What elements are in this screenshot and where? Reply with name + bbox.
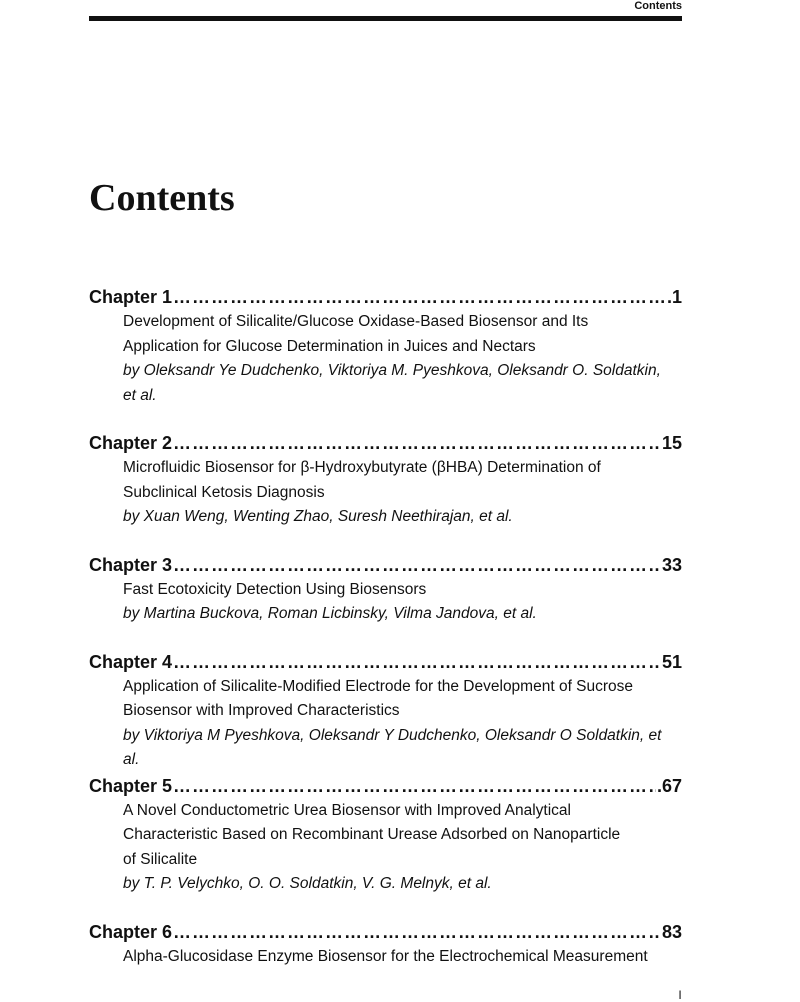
chapter-label: Chapter 5 — [89, 775, 173, 796]
chapter-label: Chapter 4 — [89, 651, 173, 672]
page-number: 33 — [661, 554, 682, 575]
toc-entry-chapter-6[interactable] — [89, 919, 682, 970]
chapter-title-line: Alpha-Glucosidase Enzyme Biosensor for the Electrochemical Measurement — [123, 947, 648, 965]
top-rule — [89, 16, 682, 21]
chapter-authors: by Martina Buckova, Roman Licbinsky, Vilma Jandova, et al. — [123, 605, 537, 622]
dot-leader — [173, 430, 661, 456]
dot-leader — [173, 919, 661, 945]
chapter-authors: et al. — [123, 386, 157, 404]
chapter-title-line: Development of Silicalite/Glucose Oxidase-Based Biosensor and Its — [123, 313, 589, 330]
chapter-heading[interactable] — [89, 773, 682, 799]
chapter-heading[interactable] — [89, 649, 682, 675]
chapter-title-line: Application of Silicalite-Modified Electrode for the Development of Sucrose — [123, 677, 634, 695]
page-number: 83 — [661, 921, 682, 942]
chapter-title-line: Microfluidic Biosensor for β-Hydroxybutyrate (βHBA) Determination of — [123, 459, 601, 476]
chapter-label: Chapter 6 — [89, 921, 173, 942]
dot-leader — [173, 552, 661, 578]
chapter-title-line: Characteristic Based on Recombinant Urease Adsorbed on Nanoparticle — [123, 826, 621, 843]
toc-entry-chapter-2[interactable] — [89, 430, 682, 530]
toc-entry-chapter-4[interactable] — [89, 649, 682, 773]
chapter-heading[interactable] — [89, 284, 682, 310]
chapter-authors: by T. P. Velychko, O. O. Soldatkin, V. G. Melnyk, et al. — [123, 875, 492, 892]
chapter-authors: by Viktoriya M Pyeshkova, Oleksandr Y Dudchenko, Oleksandr O Soldatkin, et al. — [123, 726, 662, 768]
page-title: Contents — [89, 177, 235, 219]
chapter-heading[interactable] — [89, 919, 682, 945]
page-folio: I — [678, 988, 682, 1002]
chapter-label: Chapter 3 — [89, 554, 173, 575]
page-number: .67 — [656, 775, 682, 796]
toc-entry-chapter-3[interactable] — [89, 552, 682, 627]
chapter-title-line: A Novel Conductometric Urea Biosensor with Improved Analytical — [123, 801, 571, 819]
chapter-title-line: Biosensor with Improved Characteristics — [123, 702, 400, 719]
dot-leader — [173, 649, 661, 675]
dot-leader — [173, 773, 656, 799]
running-head: Contents — [634, 0, 682, 12]
table-of-contents — [89, 284, 682, 969]
chapter-title-line: of Silicalite — [123, 850, 198, 868]
chapter-title-line: Application for Glucose Determination in Juices and Nectars — [123, 337, 536, 355]
chapter-title-line: Fast Ecotoxicity Detection Using Biosensors — [123, 580, 427, 598]
chapter-heading[interactable] — [89, 430, 682, 456]
chapter-authors: by Xuan Weng, Wenting Zhao, Suresh Neethirajan, et al. — [123, 508, 513, 525]
chapter-authors: by Oleksandr Ye Dudchenko, Viktoriya M. Pyeshkova, Oleksandr O. Soldatkin, — [123, 362, 661, 379]
chapter-heading[interactable] — [89, 552, 682, 578]
chapter-label: Chapter 1 — [89, 287, 173, 307]
dot-leader — [173, 284, 666, 310]
chapter-label: Chapter 2 — [89, 433, 173, 453]
toc-entry-chapter-5[interactable] — [89, 773, 682, 897]
page-number: .1 — [666, 287, 682, 307]
chapter-title-line: Subclinical Ketosis Diagnosis — [123, 483, 325, 501]
page-number: 51 — [661, 651, 682, 672]
page-number: 15 — [661, 433, 682, 453]
toc-entry-chapter-1[interactable] — [89, 284, 682, 408]
